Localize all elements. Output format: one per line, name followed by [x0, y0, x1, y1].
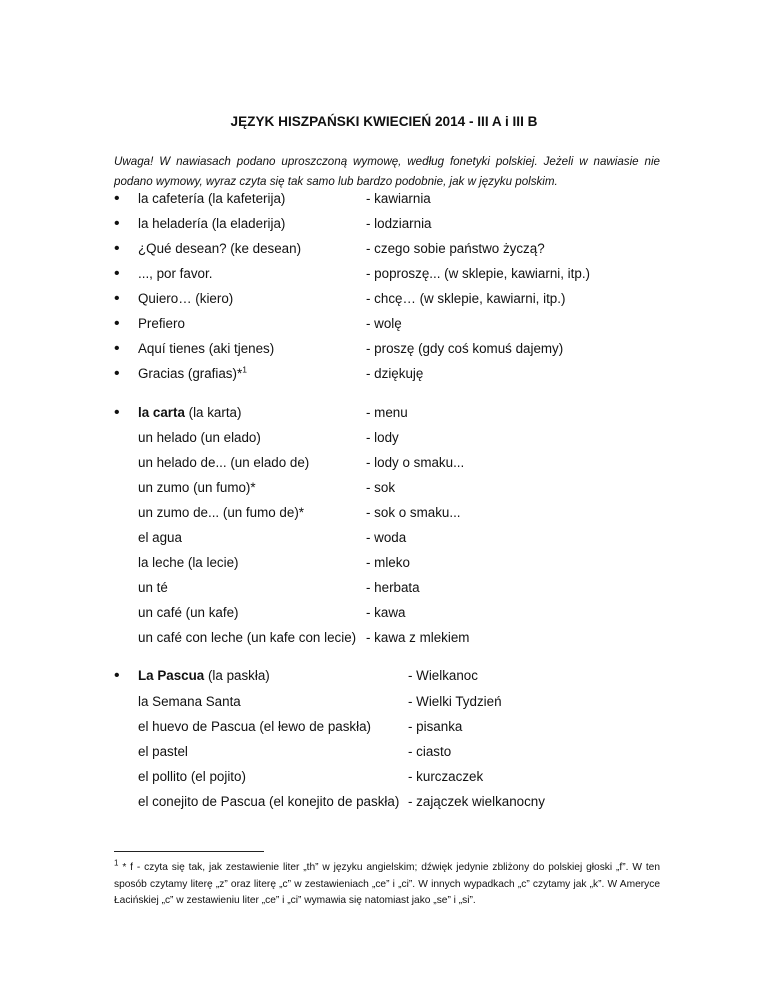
heading-es: la carta [138, 405, 185, 420]
footnote-ref: 1 [242, 364, 247, 375]
term-es: un té [138, 580, 168, 595]
term-pl: - dziękuję [366, 366, 424, 381]
term-es: Aquí tienes (aki tjenes) [138, 341, 275, 356]
pronunciation-note: Uwaga! W nawiasach podano uproszczoną wymowę, według fonetyki polskiej. Jeżeli w nawiasie nie podano wymowy, wyraz czyta się tak samo lub bardzo podobnie, jak w języku polskim. [114, 155, 660, 188]
section-heading [138, 668, 270, 683]
bullet: • [114, 265, 120, 282]
term-pl: - kawa z mlekiem [366, 630, 470, 645]
term-es: el pollito (el pojito) [138, 769, 246, 784]
bullet: • [114, 290, 120, 307]
footnote-number: 1 [114, 858, 119, 868]
term-es: la Semana Santa [138, 694, 241, 709]
term-es: la heladería (la eladerija) [138, 216, 286, 231]
term-pl: - sok [366, 480, 396, 495]
term-es: la leche (la lecie) [138, 555, 239, 570]
bullet: • [114, 315, 120, 332]
term-pl: - Wielki Tydzień [408, 694, 502, 709]
bullet: • [114, 190, 120, 207]
term-es: un zumo (un fumo)* [138, 480, 256, 495]
term-pl: - ciasto [408, 744, 452, 759]
term-es: ¿Qué desean? (ke desean) [138, 241, 302, 256]
bullet: • [114, 340, 120, 357]
term-pl: - chcę… (w sklepie, kawiarni, itp.) [366, 291, 566, 306]
term-es: Prefiero [138, 316, 185, 331]
term-es-text: Gracias (grafias)* [138, 366, 243, 381]
term-es: un café con leche (un kafe con lecie) [138, 630, 357, 645]
heading-pl: - menu [366, 405, 408, 420]
term-es: un zumo de... (un fumo de)* [138, 505, 304, 520]
footnote-text: * f - czyta się tak, jak zestawienie liter „th” w języku angielskim; dźwięk jedynie zbliżony do polskiej głoski „f”. W ten sposób czytamy literę „z” oraz literę „c” w zestawieniach „ce” i „ci”. W innych wypadkach „c” czytamy jak „k”. W Ameryce Łacińskiej „c” w zestawieniu liter „ce” i „ci” wymawia się natomiast jako „se” i „si”. [114, 862, 660, 906]
term-pl: - herbata [366, 580, 420, 595]
heading-pl: - Wielkanoc [408, 668, 478, 683]
term-pl: - lody o smaku... [366, 455, 465, 470]
term-es: un café (un kafe) [138, 605, 239, 620]
term-es: el pastel [138, 744, 188, 759]
term-pl: - kawa [366, 605, 406, 620]
page-title: JĘZYK HISZPAŃSKI KWIECIEŃ 2014 - III A i III B [230, 114, 538, 129]
term-es [138, 366, 247, 381]
term-pl: - poproszę... (w sklepie, kawiarni, itp.) [366, 266, 590, 281]
term-es: el conejito de Pascua (el konejito de paskła) [138, 794, 400, 809]
heading-es: La Pascua [138, 668, 205, 683]
term-es: un helado de... (un elado de) [138, 455, 310, 470]
term-pl: - czego sobie państwo życzą? [366, 241, 545, 256]
term-pl: - mleko [366, 555, 410, 570]
term-pl: - lody [366, 430, 399, 445]
bullet: • [114, 365, 120, 382]
term-es: el agua [138, 530, 182, 545]
bullet: • [114, 404, 120, 421]
term-pl: - proszę (gdy coś komuś dajemy) [366, 341, 564, 356]
term-pl: - woda [366, 530, 407, 545]
term-pl: - kawiarnia [366, 191, 431, 206]
bullet: • [114, 240, 120, 257]
bullet: • [114, 667, 120, 684]
term-es: el huevo de Pascua (el łewo de paskła) [138, 719, 371, 734]
bullet: • [114, 215, 120, 232]
footnote-separator [114, 851, 264, 852]
section-heading [138, 405, 241, 420]
term-pl: - zajączek wielkanocny [408, 794, 545, 809]
term-pl: - wolę [366, 316, 402, 331]
term-pl: - kurczaczek [408, 769, 484, 784]
term-es: la cafetería (la kafeterija) [138, 191, 286, 206]
footnote [114, 860, 660, 910]
heading-pronunciation: (la paskła) [204, 668, 270, 683]
term-es: ..., por favor. [138, 266, 213, 281]
term-pl: - lodziarnia [366, 216, 432, 231]
term-es: un helado (un elado) [138, 430, 261, 445]
term-pl: - pisanka [408, 719, 463, 734]
term-es: Quiero… (kiero) [138, 291, 234, 306]
term-pl: - sok o smaku... [366, 505, 461, 520]
heading-pronunciation: (la karta) [184, 405, 242, 420]
